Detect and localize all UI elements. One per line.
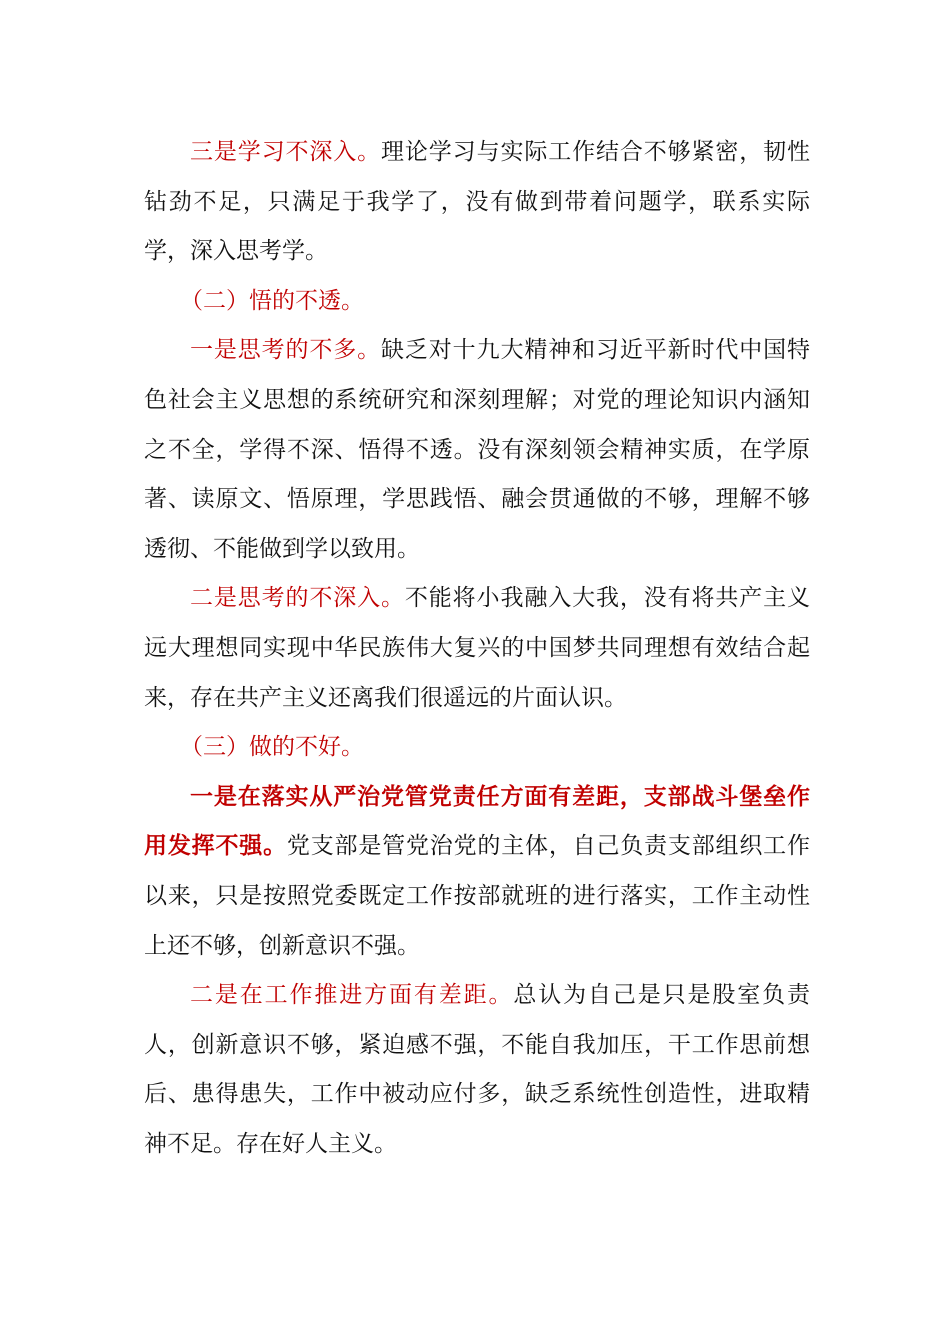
paragraph-lead: 一是在落实从严治党管党责任方面有差距，支部战斗堡垒作用发挥不强。	[144, 783, 810, 860]
section-heading-3: （三）做的不好。	[180, 734, 364, 761]
paragraph-body: 总认为自己是只是股室负责人，创新意识不够，紧迫感不强，不能自我加压，干工作思前想后、患得患失，工作中被动应付多，缺乏系统性创造性，进取精神不足。存在好人主义。	[144, 982, 810, 1157]
paragraph-study-not-deep	[144, 128, 810, 277]
paragraph-thinking-not-much	[144, 326, 810, 574]
paragraph-thinking-not-deep	[144, 574, 810, 723]
paragraph-body: 党支部是管党治党的主体，自己负责支部组织工作以来，只是按照党委既定工作按部就班的进行落实，工作主动性上还不够，创新意识不强。	[144, 833, 811, 959]
paragraph-lead: 三是学习不深入。	[190, 139, 382, 165]
paragraph-body: 缺乏对十九大精神和习近平新时代中国特色社会主义思想的系统研究和深刻理解；对党的理论知识内涵知之不全，学得不深、悟得不透。没有深刻领会精神实质，在学原著、读原文、悟原理，学思践悟、融会贯通做的不够，理解不够透彻、不能做到学以致用。	[144, 337, 811, 562]
document-page	[144, 128, 810, 1169]
paragraph-work-progress	[144, 971, 810, 1169]
paragraph-party-responsibility	[144, 773, 810, 971]
paragraph-body: 理论学习与实际工作结合不够紧密，韧性钻劲不足，只满足于我学了，没有做到带着问题学，联系实际学，深入思考学。	[144, 139, 811, 265]
paragraph-body: 不能将小我融入大我，没有将共产主义远大理想同实现中华民族伟大复兴的中国梦共同理想有效结合起来，存在共产主义还离我们很遥远的片面认识。	[144, 585, 811, 711]
section-heading-2: （二）悟的不透。	[180, 287, 364, 314]
paragraph-lead: 一是思考的不多。	[190, 337, 382, 364]
paragraph-lead: 二是思考的不深入。	[190, 585, 405, 612]
paragraph-lead: 二是在工作推进方面有差距。	[190, 982, 514, 1009]
